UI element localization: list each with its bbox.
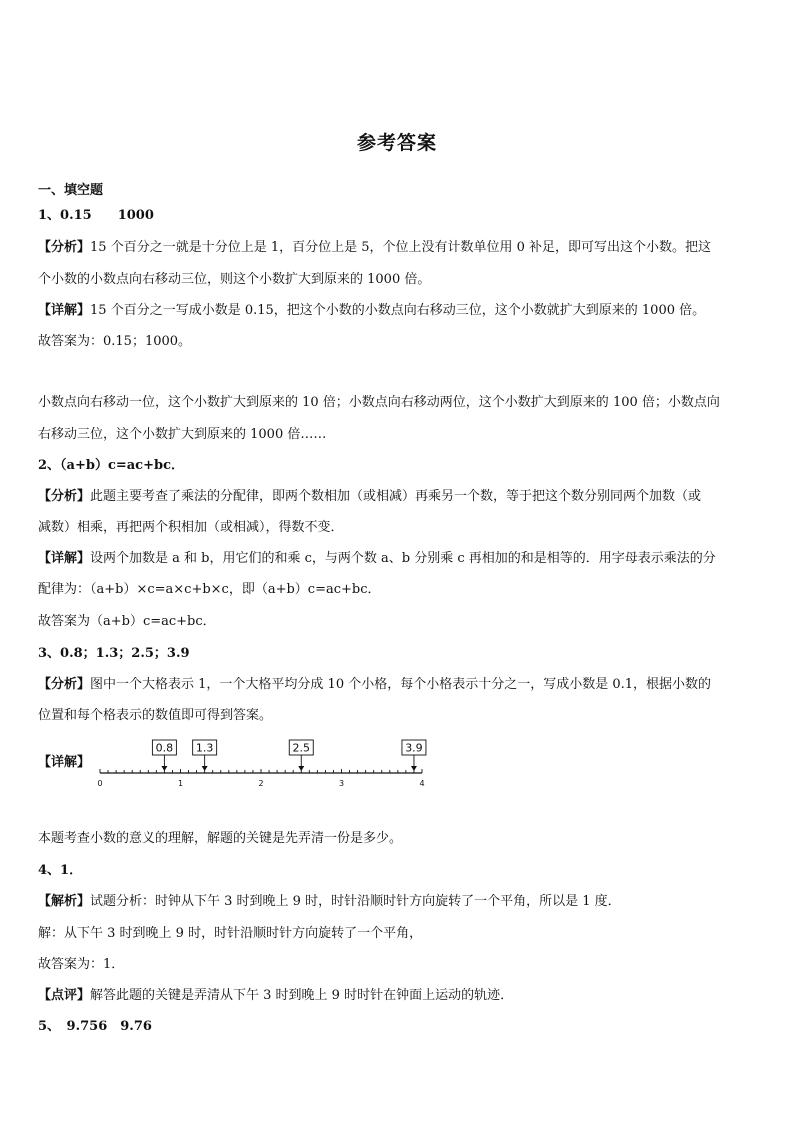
comment-tag: 【点评】 [38, 988, 91, 1003]
page-title: 参考答案 [356, 132, 437, 154]
q2-final: 故答案为（a+b）c=ac+bc． [38, 614, 216, 629]
q2-analysis-text: 此题主要考查了乘法的分配律，即两个数相加（或相减）再乘另一个数，等于把这个数分别同两个加数（或 [90, 489, 702, 504]
q3-answer: 3、0.8；1.3；2.5；3.9 [38, 646, 190, 661]
analysis-tag: 【分析】 [38, 677, 91, 692]
analysis-tag: 【分析】 [38, 489, 91, 504]
tick-label: 1 [177, 779, 184, 788]
q3-analysis-text: 图中一个大格表示 1，一个大格平均分成 10 个小格，每个小格表示十分之一，写成小数是 0.1，根据小数的 [90, 677, 712, 692]
value-label: 1.3 [195, 741, 214, 755]
q1-analysis-line1 [38, 240, 758, 256]
q2-analysis-line1 [38, 489, 758, 505]
arrow-head [161, 766, 167, 771]
q2-detail-text: 设两个加数是 a 和 b，用它们的和乘 c，与两个数 a、b 分别乘 c 再相加的和是相等的．用字母表示乘法的分 [90, 551, 716, 566]
tick-label: 4 [419, 779, 425, 788]
q4-analysis-text: 试题分析：时钟从下午 3 时到晚上 9 时，时针沿顺时针方向旋转了一个平角，所以是 1 度． [90, 894, 621, 909]
q1-detail-line1 [38, 303, 758, 319]
q4-solve: 解：从下午 3 时到晚上 9 时，时针沿顺时针方向旋转了一个平角， [38, 926, 423, 941]
arrow-head [298, 766, 304, 771]
analysis-tag: 【解析】 [38, 894, 91, 909]
tick-label: 0 [97, 779, 103, 788]
q1-analysis-line2: 个小数的小数点向右移动三位，则这个小数扩大到原来的 1000 倍。 [38, 272, 431, 287]
q4-final: 故答案为：1． [38, 957, 125, 972]
q1-answer: 1、0.15 1000 [38, 208, 154, 223]
q1-detail-text: 15 个百分之一写成小数是 0.15，把这个小数的小数点向右移动三位，这个小数就扩大到原来的 1000 倍。 [90, 303, 706, 318]
number-line-figure [90, 736, 440, 792]
number-line-svg [90, 736, 440, 792]
q1-note-line1: 小数点向右移动一位，这个小数扩大到原来的 10 倍；小数点向右移动两位，这个小数扩大到原来的 100 倍；小数点向 [38, 395, 720, 410]
tick-label: 3 [338, 779, 345, 788]
value-label: 0.8 [155, 741, 174, 755]
detail-tag: 【详解】 [38, 551, 91, 566]
q1-final: 故答案为：0.15；1000。 [38, 334, 192, 349]
tick-label: 2 [258, 779, 264, 788]
q2-answer: 2、（a+b）c=ac+bc． [38, 458, 184, 473]
value-label: 2.5 [292, 741, 310, 755]
q4-answer: 4、1． [38, 863, 83, 878]
q4-comment-text: 解答此题的关键是弄清从下午 3 时到晚上 9 时时针在钟面上运动的轨迹． [90, 988, 514, 1003]
q4-comment-line1 [38, 988, 758, 1004]
section-heading: 一、填空题 [38, 183, 104, 198]
q3-analysis-line2: 位置和每个格表示的数值即可得到答案。 [38, 708, 273, 723]
q3-analysis-line1 [38, 677, 758, 693]
q4-analysis-line1 [38, 894, 758, 910]
q1-analysis-text: 15 个百分之一就是十分位上是 1，百分位上是 5，个位上没有计数单位用 0 补足，即可写出这个小数。把这 [90, 240, 712, 255]
arrow-head [411, 766, 417, 771]
q3-summary: 本题考查小数的意义的理解，解题的关键是先弄清一份是多少。 [38, 831, 403, 846]
q2-detail-line2: 配律为：（a+b）×c=a×c+b×c，即（a+b）c=ac+bc． [38, 582, 381, 597]
arrow-head [202, 766, 208, 771]
analysis-tag: 【分析】 [38, 240, 91, 255]
q2-detail-line1 [38, 551, 758, 567]
q3-detail-tag: 【详解】 [38, 755, 91, 770]
detail-tag: 【详解】 [38, 303, 91, 318]
q5-answer: 5、 9.756 9.76 [38, 1019, 152, 1034]
q2-analysis-line2: 减数）相乘，再把两个积相加（或相减），得数不变． [38, 520, 344, 535]
q1-note-line2: 右移动三位，这个小数扩大到原来的 1000 倍…… [38, 427, 327, 442]
value-label: 3.9 [405, 741, 423, 755]
